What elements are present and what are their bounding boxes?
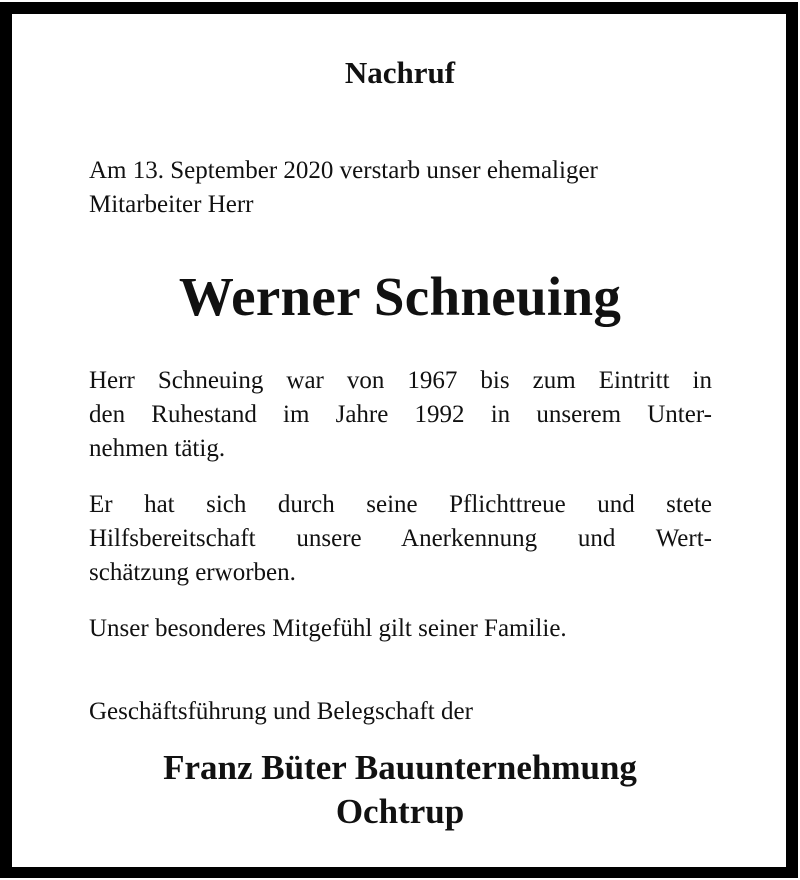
intro-line: Am 13. September 2020 verstarb unser ehemaliger (89, 157, 598, 184)
paragraph-line: Hilfsbereitschaft unsere Anerkennung und Wert- (89, 525, 712, 552)
company-location: Ochtrup (335, 792, 465, 831)
company-signature (0, 746, 800, 834)
paragraph-line: schätzung erworben. (89, 559, 296, 586)
notice-heading: Nachruf (344, 55, 456, 90)
paragraph-line: Unser besonderes Mitgefühl gilt seiner Familie. (89, 615, 567, 642)
paragraph-line: Herr Schneuing war von 1967 bis zum Eintritt in (89, 367, 712, 394)
appreciation-paragraph (89, 488, 712, 590)
condolence-paragraph (89, 612, 712, 646)
career-paragraph (89, 364, 712, 466)
intro-line: Mitarbeiter Herr (89, 191, 254, 218)
paragraph-line: den Ruhestand im Jahre 1992 in unserem Unter- (89, 401, 712, 428)
intro-paragraph (89, 154, 712, 222)
paragraph-line: Er hat sich durch seine Pflichttreue und stete (89, 491, 712, 518)
company-name: Franz Büter Bauunternehmung (163, 748, 637, 787)
deceased-name: Werner Schneuing (178, 266, 622, 327)
paragraph-line: nehmen tätig. (89, 435, 226, 462)
signature-intro: Geschäftsführung und Belegschaft der (89, 698, 473, 725)
